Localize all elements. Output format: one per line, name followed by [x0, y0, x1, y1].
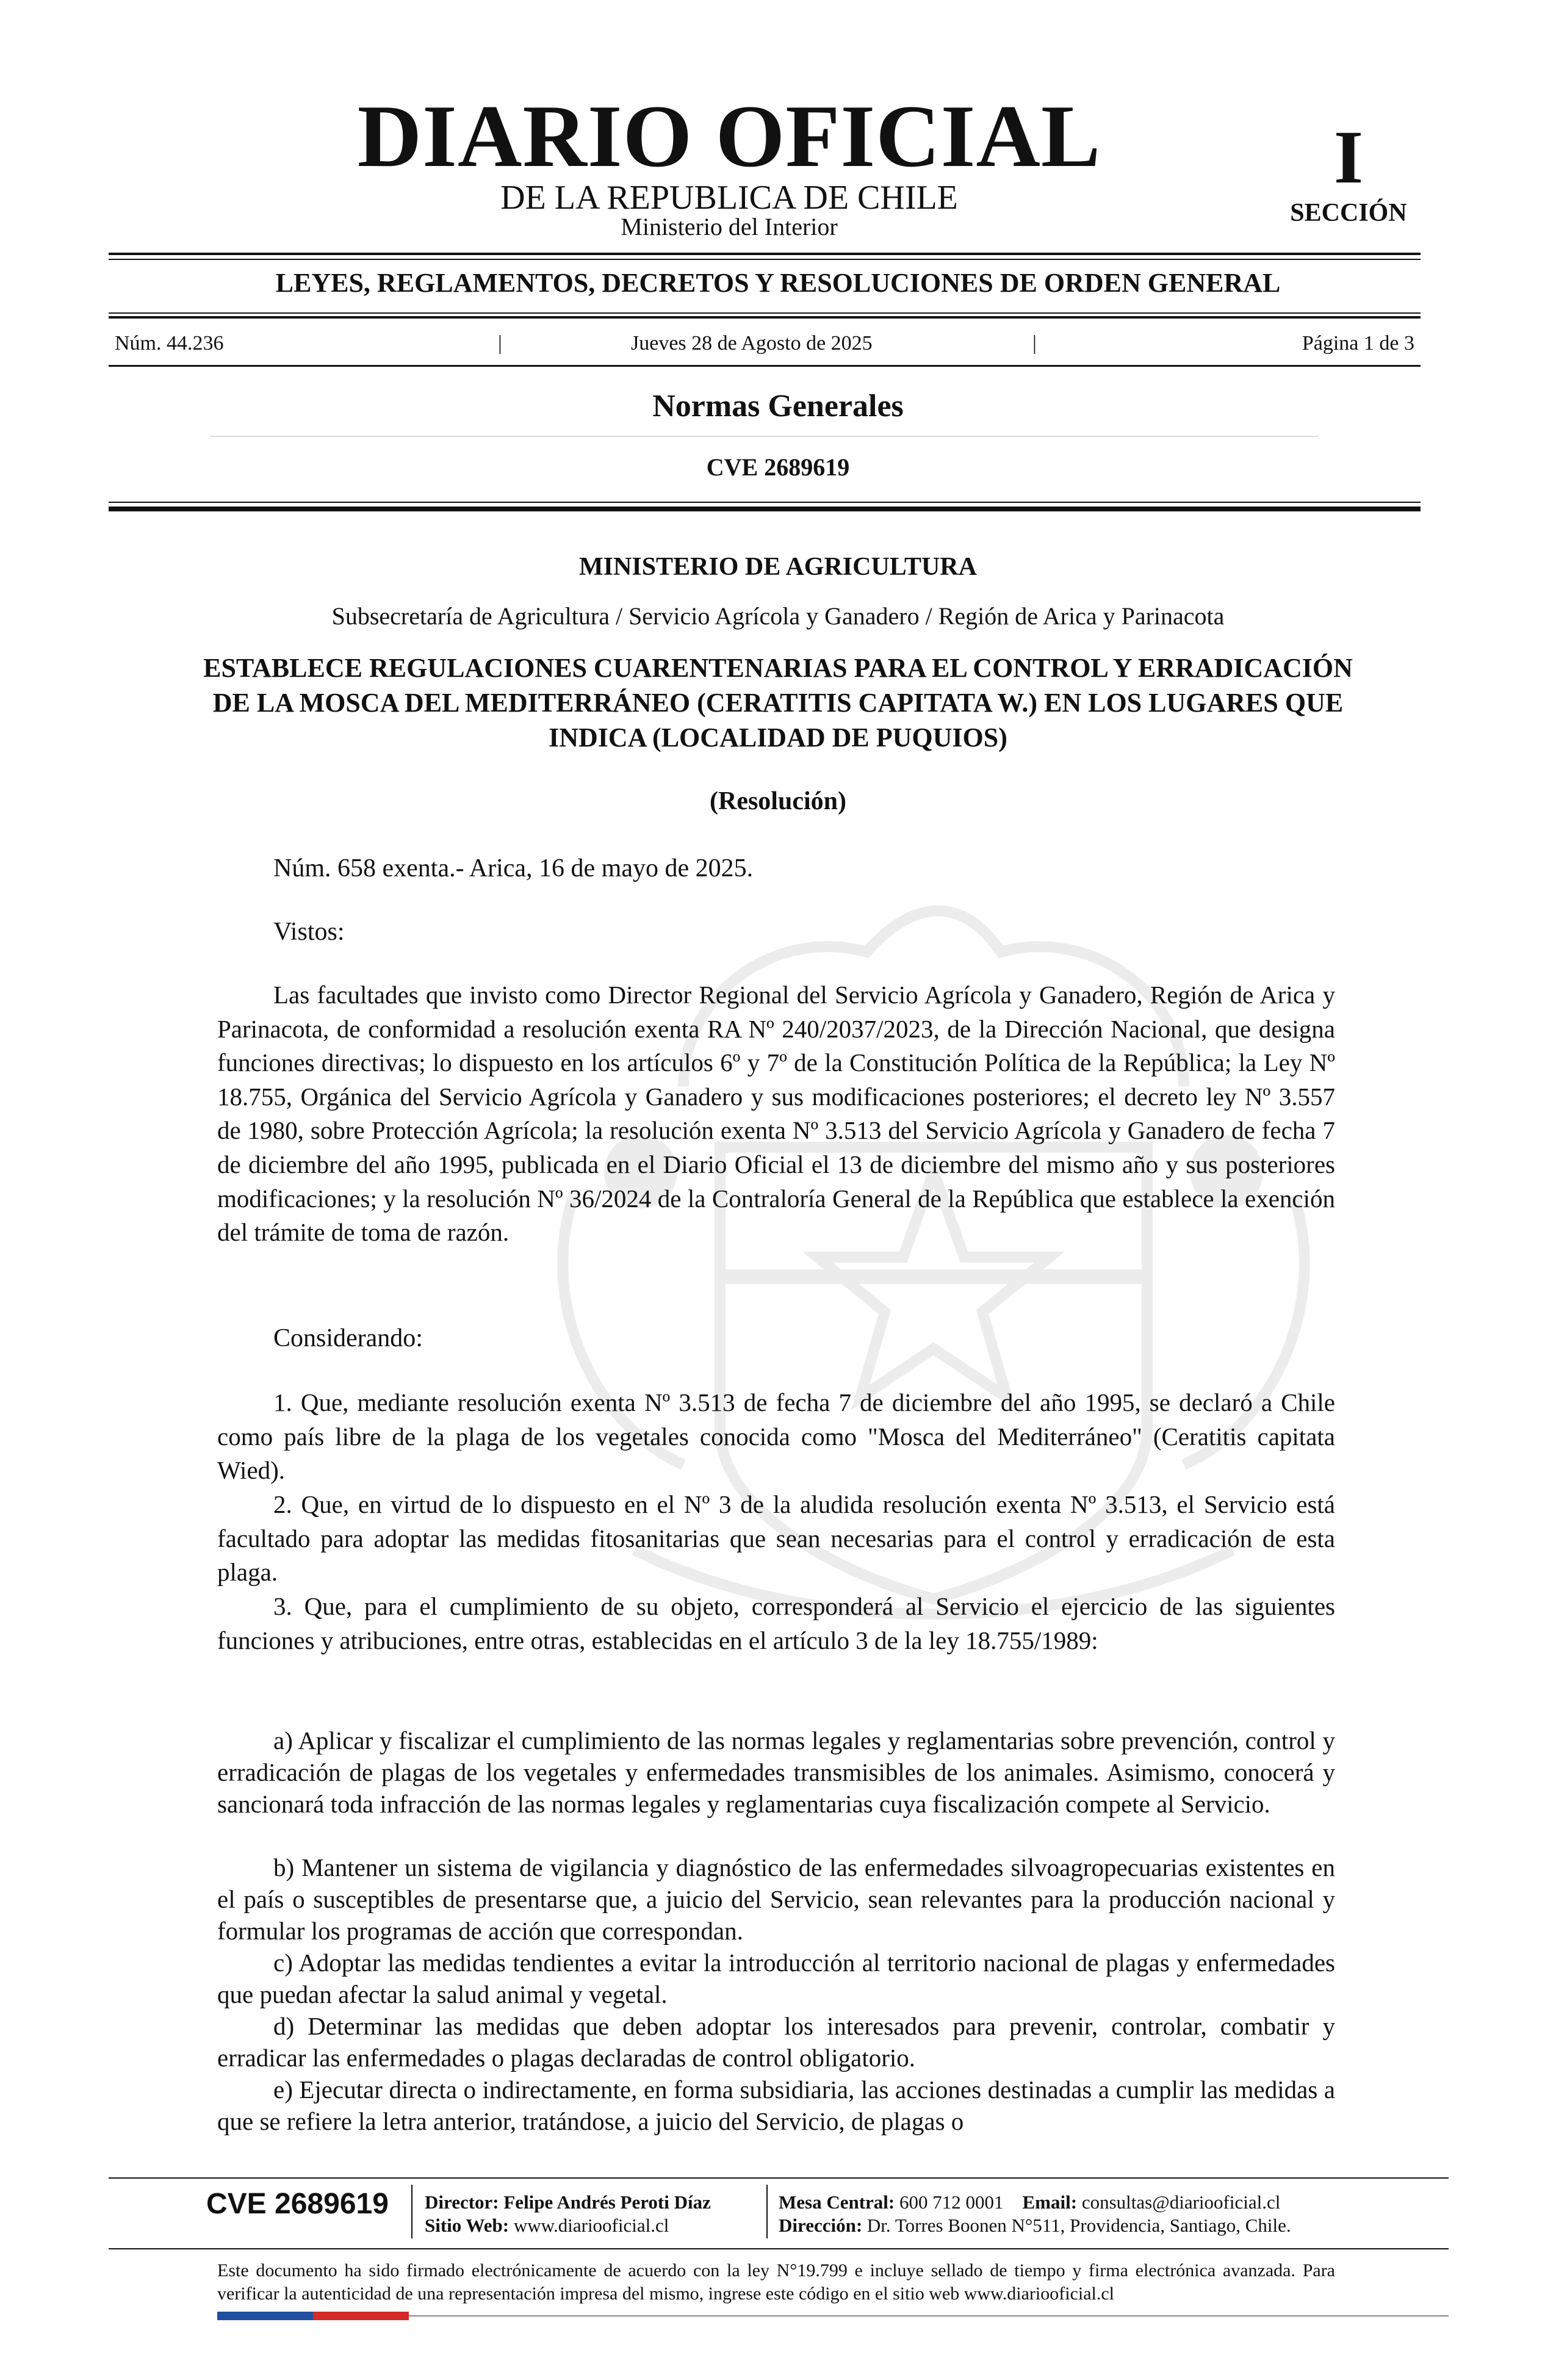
section-label: SECCIÓN	[1290, 199, 1407, 227]
email-label: Email:	[1022, 2191, 1078, 2213]
newspaper-title: DIARIO OFICIAL	[357, 87, 1101, 186]
document-type: (Resolución)	[710, 787, 846, 815]
letter-item: c) Adoptar las medidas tendientes a evitar la introducción al territorio nacional de plagas y enfermedades que puedan afectar la salud animal y vegetal.	[217, 1949, 1335, 2008]
address-value: Dr. Torres Boonen N°511, Providencia, Santiago, Chile.	[866, 2215, 1291, 2236]
letter-item: e) Ejecutar directa o indirectamente, en forma subsidiaria, las acciones destinadas a cumplir las medidas a que se refiere la letra anterior, tratándose, a juicio del Servicio, de plagas o	[217, 2075, 1335, 2135]
newspaper-subtitle: DE LA REPUBLICA DE CHILE	[500, 179, 958, 217]
vistos-label: Vistos:	[273, 918, 345, 946]
considerando-item: 1. Que, mediante resolución exenta Nº 3.513 de fecha 7 de diciembre del año 1995, se declaró a Chile como país libre de la plaga de los vegetales conocida como "Mosca del Mediterráneo" (Ceratitis capitata Wied).	[217, 1388, 1335, 1485]
chile-flag-stripe	[217, 2312, 409, 2320]
masthead-rule-top-thin	[109, 259, 1421, 260]
footer-rule-middle	[109, 2248, 1449, 2249]
mesa-label: Mesa Central:	[779, 2191, 895, 2213]
newspaper-ministry: Ministerio del Interior	[621, 213, 838, 240]
section-divider	[211, 436, 1318, 437]
mesa-value: 600 712 0001	[899, 2191, 1004, 2213]
document-subsecretaria: Subsecretaría de Agricultura / Servicio Agrícola y Ganadero / Región de Arica y Parinacota	[331, 602, 1225, 630]
flag-red-segment	[313, 2312, 409, 2320]
document-headline: ESTABLECE REGULACIONES CUARENTENARIAS PARA EL CONTROL Y ERRADICACIÓN DE LA MOSCA DEL MEDITERRÁNEO (CERATITIS CAPITATA W.) EN LOS LUGARES QUE INDICA (LOCALIDAD DE PUQUIOS)	[203, 653, 1353, 752]
issue-date: Jueves 28 de Agosto de 2025	[631, 332, 873, 355]
section-heading: Normas Generales	[652, 389, 904, 424]
considerando-label: Considerando:	[273, 1324, 423, 1352]
info-separator: |	[498, 332, 502, 355]
info-separator: |	[1032, 332, 1037, 355]
masthead-rule-top	[109, 253, 1421, 255]
email-link[interactable]: consultas@diariooficial.cl	[1081, 2191, 1281, 2213]
footer-rule-bottom	[409, 2315, 1449, 2317]
category-strip: LEYES, REGLAMENTOS, DECRETOS Y RESOLUCIONES DE ORDEN GENERAL	[275, 268, 1281, 298]
footer-divider	[766, 2185, 768, 2238]
letter-item: b) Mantener un sistema de vigilancia y diagnóstico de las enfermedades silvoagropecuarias existentes en el país o susceptibles de presentarse que, a juicio del Servicio, sean relevantes para la producción nacional y formular los programas de acción que correspondan.	[217, 1853, 1335, 1945]
strip-rule-bottom-thick	[109, 316, 1421, 319]
flag-blue-segment	[217, 2312, 313, 2320]
director-value: Felipe Andrés Peroti Díaz	[503, 2191, 711, 2213]
web-link[interactable]: www.diariooficial.cl	[513, 2215, 669, 2236]
footer-rule-top	[109, 2177, 1449, 2179]
strip-rule-bottom	[109, 312, 1421, 314]
cve-code: CVE 2689619	[706, 453, 850, 481]
address-label: Dirección:	[779, 2215, 863, 2236]
document-intro: Núm. 658 exenta.- Arica, 16 de mayo de 2025.	[273, 854, 754, 882]
vistos-paragraph: Las facultades que invisto como Director Regional del Servicio Agrícola y Ganadero, Región de Arica y Parinacota, de conformidad a resolución exenta RA Nº 240/2037/2023, de la Dirección Nacional, que designa funciones directivas; lo dispuesto en los artículos 6º y 7º de la Constitución Política de la República; la Ley Nº 18.755, Orgánica del Servicio Agrícola y Ganadero y sus modificaciones posteriores; el decreto ley Nº 3.557 de 1980, sobre Protección Agrícola; la resolución exenta Nº 3.513 del Servicio Agrícola y Ganadero de fecha 7 de diciembre del año 1995, publicada en el Diario Oficial el 13 de diciembre del mismo año y sus posteriores modificaciones; y la resolución Nº 36/2024 de la Contraloría General de la República que establece la exención del trámite de toma de razón.	[217, 981, 1335, 1247]
footer-director-block	[425, 2191, 711, 2237]
page-indicator: Página 1 de 3	[1302, 332, 1414, 355]
info-bar-rule	[109, 365, 1421, 367]
considerando-item: 3. Que, para el cumplimiento de su objeto, corresponderá al Servicio el ejercicio de las siguientes funciones y atribuciones, entre otras, establecidas en el artículo 3 de la ley 18.755/1989:	[217, 1592, 1335, 1654]
footer-cve-code: CVE 2689619	[206, 2188, 389, 2220]
footer-divider	[411, 2185, 412, 2238]
letter-item: d) Determinar las medidas que deben adoptar los interesados para prevenir, controlar, combatir y erradicar las enfermedades o plagas declaradas de control obligatorio.	[217, 2012, 1335, 2072]
director-label: Director:	[425, 2191, 499, 2213]
considerando-item: 2. Que, en virtud de lo dispuesto en el Nº 3 de la aludida resolución exenta Nº 3.513, el Servicio está facultado para adoptar las medidas fitosanitarias que sean necesarias para el control y erradicación de esta plaga.	[217, 1490, 1335, 1587]
web-label: Sitio Web:	[425, 2215, 510, 2236]
issue-number: Núm. 44.236	[115, 332, 224, 355]
header-rule-thick	[109, 507, 1421, 511]
section-number: I	[1333, 115, 1364, 199]
footer-contact-block	[779, 2191, 1291, 2237]
letter-item: a) Aplicar y fiscalizar el cumplimiento de las normas legales y reglamentarias sobre prevención, control y erradicación de plagas de los vegetales y enfermedades transmisibles de los animales. Asimismo, conocerá y sancionará toda infracción de las normas legales y reglamentarias cuya fiscalización compete al Servicio.	[217, 1726, 1335, 1818]
header-rule-thin	[109, 502, 1421, 503]
document-ministry: MINISTERIO DE AGRICULTURA	[579, 553, 977, 581]
footer-signature-note: Este documento ha sido firmado electrónicamente de acuerdo con la ley N°19.799 e incluye sellado de tiempo y firma electrónica avanzada. Para verificar la autenticidad de una representación impresa del mismo, ingrese este código en el sitio web www.diariooficial.cl	[217, 2260, 1335, 2304]
